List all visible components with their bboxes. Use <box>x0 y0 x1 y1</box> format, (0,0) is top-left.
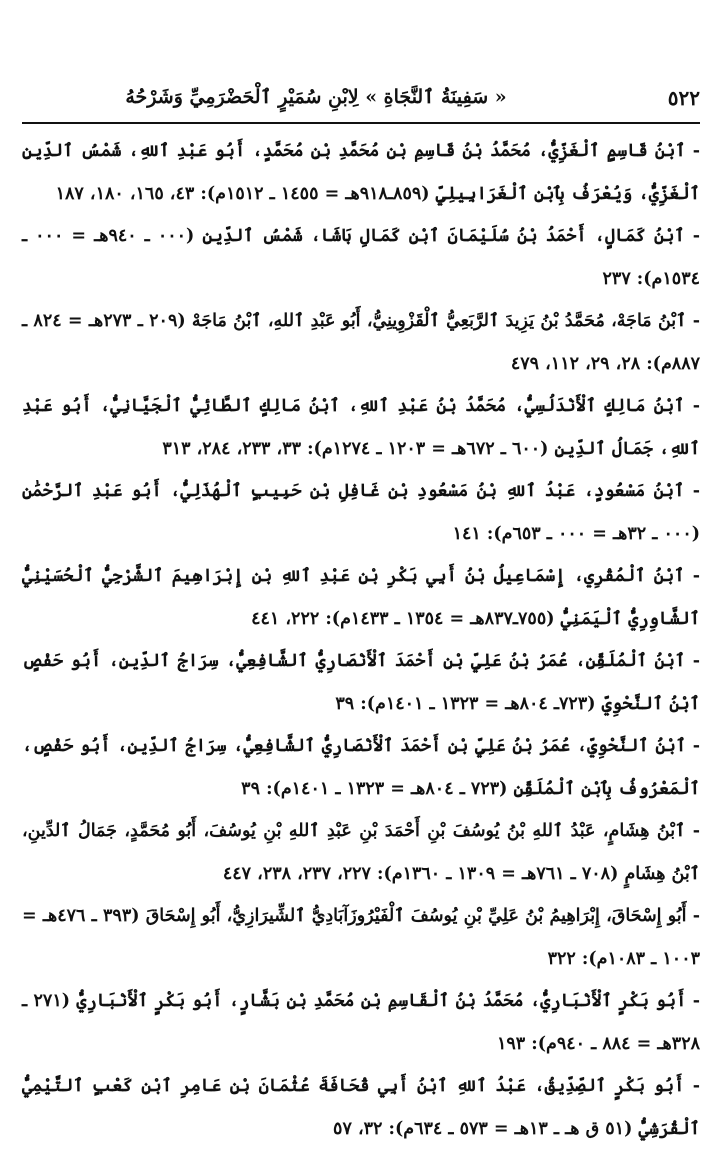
index-entry: - ٱبْنُ ٱلنَّحْوِيِّ، عُمَرُ بْنُ عَلِيِّ بْنِ أَحْمَدَ ٱلْأَنْصَارِيُّ ٱلشَّافِعِيُّ، سِرَاجُ ٱلدِّينِ، أَبُو حَفْصٍ، ٱلْمَعْرُوفُ بِٱبْنِ ٱلْمُلَقِّنِ (٧٢٣ ـ ٨٠٤هـ = ١٣٢٣ ـ ١٤٠١م): ٣٩ <box>22 736 700 799</box>
index-entry: - ٱبْنُ قَاسِمٍ ٱلْغَزِّيُّ، مُحَمَّدُ بْنُ قَاسِمِ بْنِ مُحَمَّدِ بْنِ مُحَمَّدٍ، أَبُو عَبْدِ ٱللهِ، شَمْسُ ٱلدِّينِ ٱلْغَزِّيُّ، وَيُعْرَفُ بِٱبْنِ ٱلْغَرَابِيلِيِّ (٨٥٩ـ٩١٨هـ = ١٤٥٥ ـ ١٥١٢م): ٤٣، ١٦٥، ١٨٠، ١٨٧ <box>22 141 700 204</box>
index-entry: - ٱبْنُ هِشَامٍ، عَبْدُ ٱللهِ بْنُ يُوسُفَ بْنِ أَحْمَدَ بْنِ عَبْدِ ٱللهِ بْنِ يُوسُفَ، أَبُو مُحَمَّدٍ، جَمَالُ ٱلدِّينِ، ٱبْنُ هِشَامٍ (٧٠٨ ـ ٧٦١هـ = ١٣٠٩ ـ ١٣٦٠م): ٢٢٧، ٢٣٧، ٢٣٨، ٤٤٧ <box>22 821 700 884</box>
index-entry: - أَبُو بَكْرٍ ٱلْأَنْبَارِيُّ، مُحَمَّدُ بْنُ ٱلْقَاسِمِ بْنِ مُحَمَّدِ بْنِ بَشَّارٍ، أَبُو بَكْرٍ ٱلْأَنْبَارِيُّ (٢٧١ ـ ٣٢٨هـ = ٨٨٤ ـ ٩٤٠م): ١٩٣ <box>22 991 700 1054</box>
index-entry: - ٱبْنُ مَالِكٍ ٱلْأَنْدَلُسِيُّ، مُحَمَّدُ بْنُ عَبْدِ ٱللهِ، ٱبْنُ مَالِكٍ ٱلطَّائِيُّ ٱلْجَيَّانِيُّ، أَبُو عَبْدِ ٱللهِ، جَمَالُ ٱلدِّينِ (٦٠٠ ـ ٦٧٢هـ = ١٢٠٣ ـ ١٢٧٤م): ٣٣، ٢٣٣، ٢٨٤، ٣١٣ <box>22 396 700 459</box>
header-divider <box>22 122 700 124</box>
running-title: « سَفِينَةُ ٱلنَّجَاةِ » لِابْنِ سُمَيْرٍ ٱلْحَضْرَمِيِّ وَشَرْحُهُ <box>125 86 507 108</box>
index-entry: - أَبُو إِسْحَاقَ، إِبْرَاهِيمُ بْنُ عَلِيِّ بْنِ يُوسُفَ ٱلْفَيْرُوزَآبَادِيُّ ٱلشِّيرَازِيُّ، أَبُو إِسْحَاقَ (٣٩٣ ـ ٤٧٦هـ = ١٠٠٣ ـ ١٠٨٣م): ٣٢٢ <box>22 906 700 969</box>
index-entry: - ٱبْنُ كَمَالٍ، أَحْمَدُ بْنُ سُلَيْمَانَ ٱبْنِ كَمَالِ بَاشَا، شَمْسُ ٱلدِّينِ (٠٠٠ ـ ٩٤٠هـ = ٠٠٠ ـ ١٥٣٤م): ٢٣٧ <box>22 226 700 289</box>
index-entry: - ٱبْنُ مَاجَهْ، مُحَمَّدُ بْنُ يَزِيدَ ٱلرَّبَعِيُّ ٱلْقَزْوِينِيُّ، أَبُو عَبْدِ ٱللهِ، ٱبْنُ مَاجَهْ (٢٠٩ ـ ٢٧٣هـ = ٨٢٤ ـ ٨٨٧م): ٢٨، ٢٩، ١١٢، ٤٧٩ <box>22 311 700 374</box>
index-entry: - ٱبْنُ ٱلْمُقْرِي، إِسْمَاعِيلُ بْنُ أَبِي بَكْرِ بْنِ عَبْدِ ٱللهِ بْنِ إِبْرَاهِيمَ ٱلشَّرْجِيُّ ٱلْحُسَيْنِيُّ ٱلشَّاوِرِيُّ ٱلْيَمَنِيُّ (٧٥٥ـ٨٣٧هـ = ١٣٥٤ ـ ١٤٣٣م): ٢٢٢، ٤٤١ <box>22 566 700 629</box>
index-entry: - أَبُو بَكْرٍ ٱلصِّدِّيقُ، عَبْدُ ٱللهِ ٱبْنُ أَبِي قُحَافَةَ عُثْمَانَ بْنِ عَامِرِ ٱبْنِ كَعْبٍ ٱلتَّيْمِيُّ ٱلْقُرَشِيُّ (٥١ ق هـ ـ ١٣هـ = ٥٧٣ ـ ٦٣٤م): ٣٢، ٥٧ <box>22 1076 700 1139</box>
page-header <box>22 84 700 118</box>
index-entry: - ٱبْنُ مَسْعُودٍ، عَبْدُ ٱللهِ بْنُ مَسْعُودِ بْنِ غَافِلِ بْنِ حَبِيبٍ ٱلْهُذَلِيُّ، أَبُو عَبْدِ ٱلرَّحْمَٰنِ (٠٠٠ ـ ٣٢هـ = ٠٠٠ ـ ٦٥٣م): ١٤١ <box>22 481 700 544</box>
page-number: ٥٢٢ <box>667 86 700 110</box>
index-entry: - ٱبْنُ ٱلْمُلَقِّنِ، عُمَرُ بْنُ عَلِيِّ بْنِ أَحْمَدَ ٱلْأَنْصَارِيُّ ٱلشَّافِعِيُّ، سِرَاجُ ٱلدِّينِ، أَبُو حَفْصٍ ٱبْنُ ٱلنَّحْوِيِّ (٧٢٣ـ ٨٠٤هـ = ١٣٢٣ ـ ١٤٠١م): ٣٩ <box>22 651 700 714</box>
index-entries <box>22 130 700 1150</box>
